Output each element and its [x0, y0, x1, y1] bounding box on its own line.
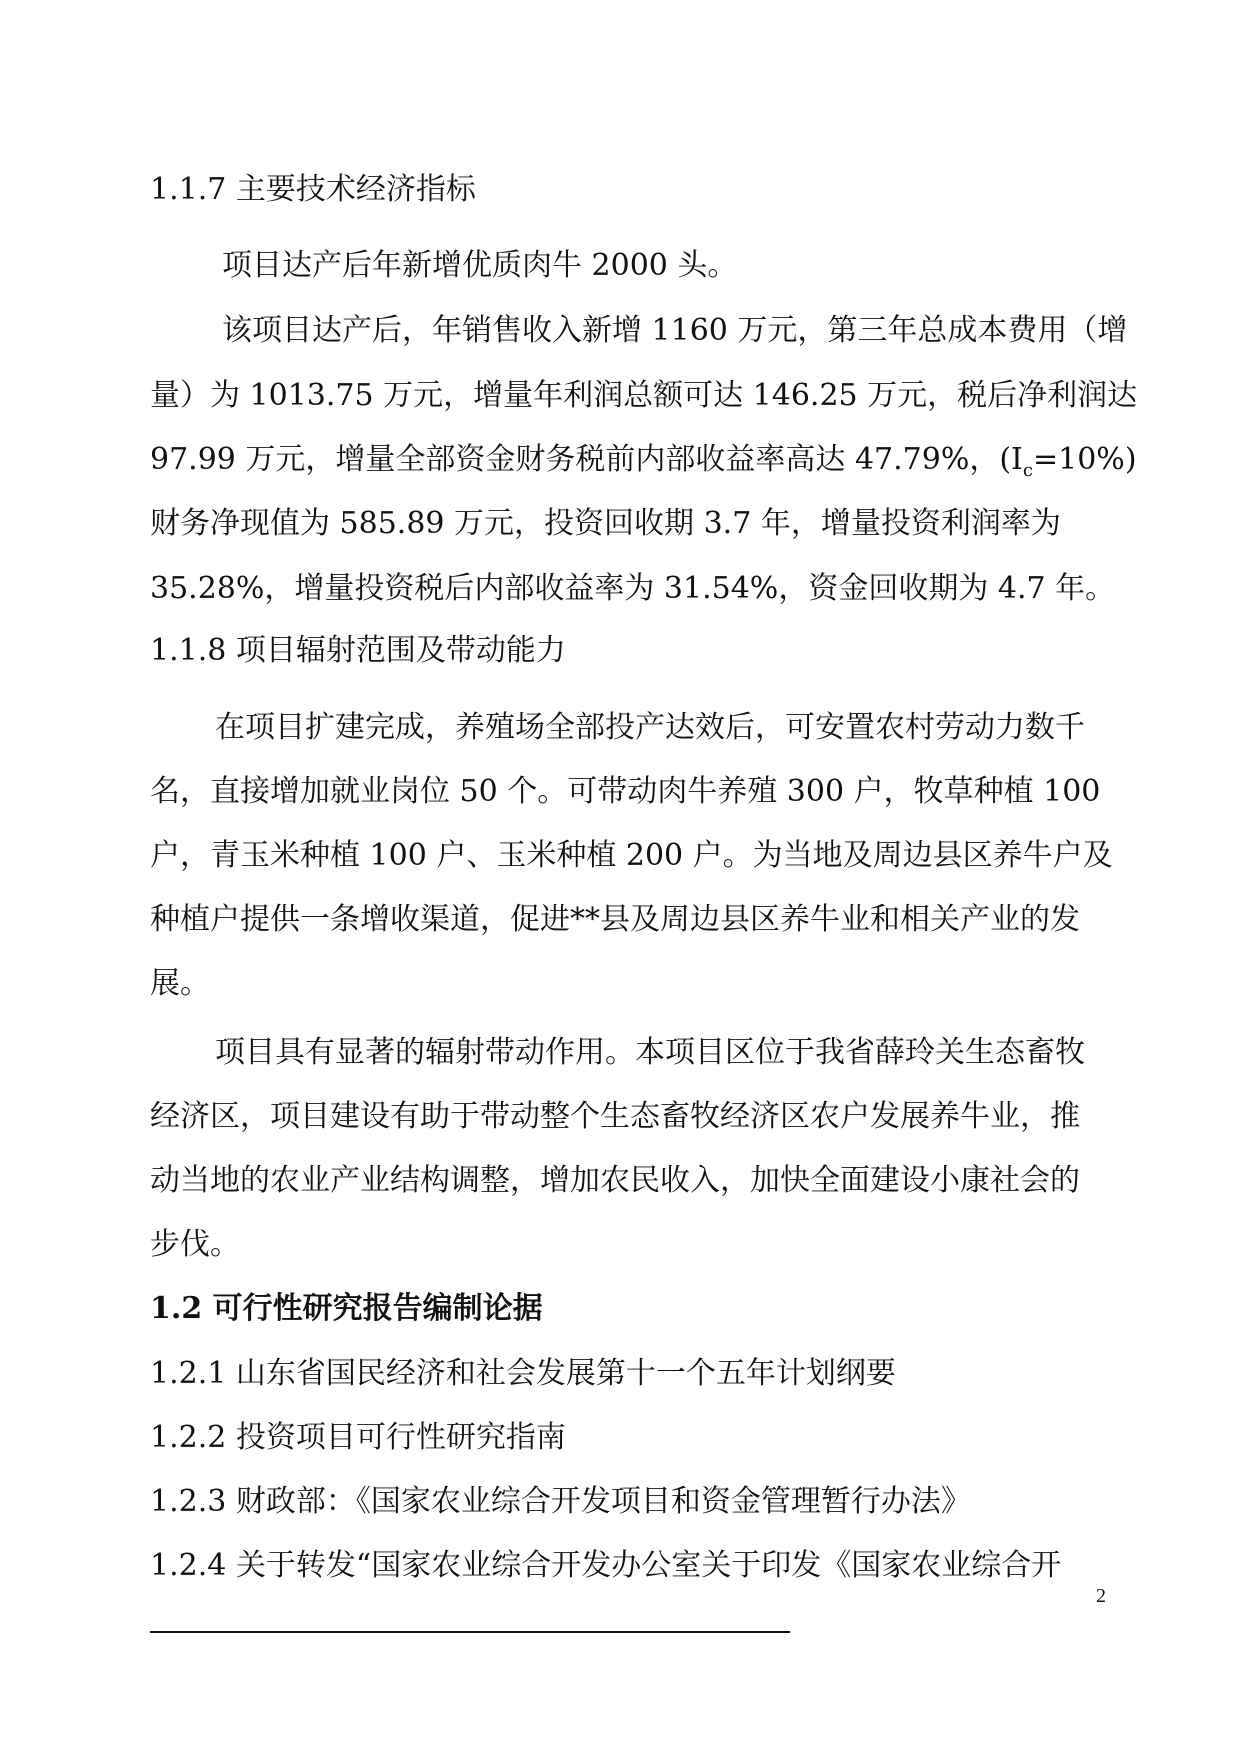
basis-item-2: 1.2.2 投资项目可行性研究指南 — [150, 1420, 566, 1455]
subscript: c — [1022, 460, 1033, 481]
text-line: 项目具有显著的辐射带动作用。本项目区位于我省薛玲关生态畜牧 — [215, 1035, 1085, 1070]
footer-rule — [150, 1631, 790, 1633]
basis-item-4: 1.2.4 关于转发“国家农业综合开发办公室关于印发《国家农业综合开 — [150, 1548, 1062, 1583]
section-1-1-8-heading: 1.1.8 项目辐射范围及带动能力 — [150, 633, 566, 668]
section-1-2-heading: 1.2 可行性研究报告编制论据 — [150, 1291, 543, 1326]
text-line: 该项目达产后，年销售收入新增 1160 万元，第三年总成本费用（增 — [222, 313, 1128, 348]
text-line: 种植户提供一条增收渠道，促进**县及周边县区养牛业和相关产业的发 — [150, 902, 1080, 937]
section-1-1-7-heading: 1.1.7 主要技术经济指标 — [150, 172, 476, 207]
text-line: 财务净现值为 585.89 万元，投资回收期 3.7 年，增量投资利润率为 — [150, 506, 1061, 541]
page-number: 2 — [1096, 1585, 1106, 1607]
text-line: 经济区，项目建设有助于带动整个生态畜牧经济区农户发展养牛业，推 — [150, 1099, 1080, 1134]
text-line — [150, 434, 1137, 481]
text-line: 动当地的农业产业结构调整，增加农民收入，加快全面建设小康社会的 — [150, 1163, 1080, 1198]
text-line: 在项目扩建完成，养殖场全部投产达效后，可安置农村劳动力数千 — [215, 710, 1085, 745]
basis-item-1: 1.2.1 山东省国民经济和社会发展第十一个五年计划纲要 — [150, 1356, 896, 1391]
indicator-paragraph-1: 项目达产后年新增优质肉牛 2000 头。 — [222, 248, 738, 283]
text-line: 名，直接增加就业岗位 50 个。可带动肉牛养殖 300 户，牧草种植 100 — [150, 774, 1101, 809]
text-fragment: =10%) — [1033, 442, 1137, 477]
text-line: 35.28%，增量投资税后内部收益率为 31.54%，资金回收期为 4.7 年。 — [150, 571, 1116, 606]
text-line: 步伐。 — [150, 1227, 240, 1262]
text-line: 户，青玉米种植 100 户、玉米种植 200 户。为当地及周边县区养牛户及 — [150, 838, 1113, 873]
text-line: 展。 — [150, 966, 210, 1001]
text-line: 量）为 1013.75 万元，增量年利润总额可达 146.25 万元，税后净利润达 — [150, 378, 1138, 413]
basis-item-3: 1.2.3 财政部：《国家农业综合开发项目和资金管理暂行办法》 — [150, 1484, 971, 1519]
text-fragment: 97.99 万元，增量全部资金财务税前内部收益率高达 47.79%，(I — [150, 442, 1023, 477]
